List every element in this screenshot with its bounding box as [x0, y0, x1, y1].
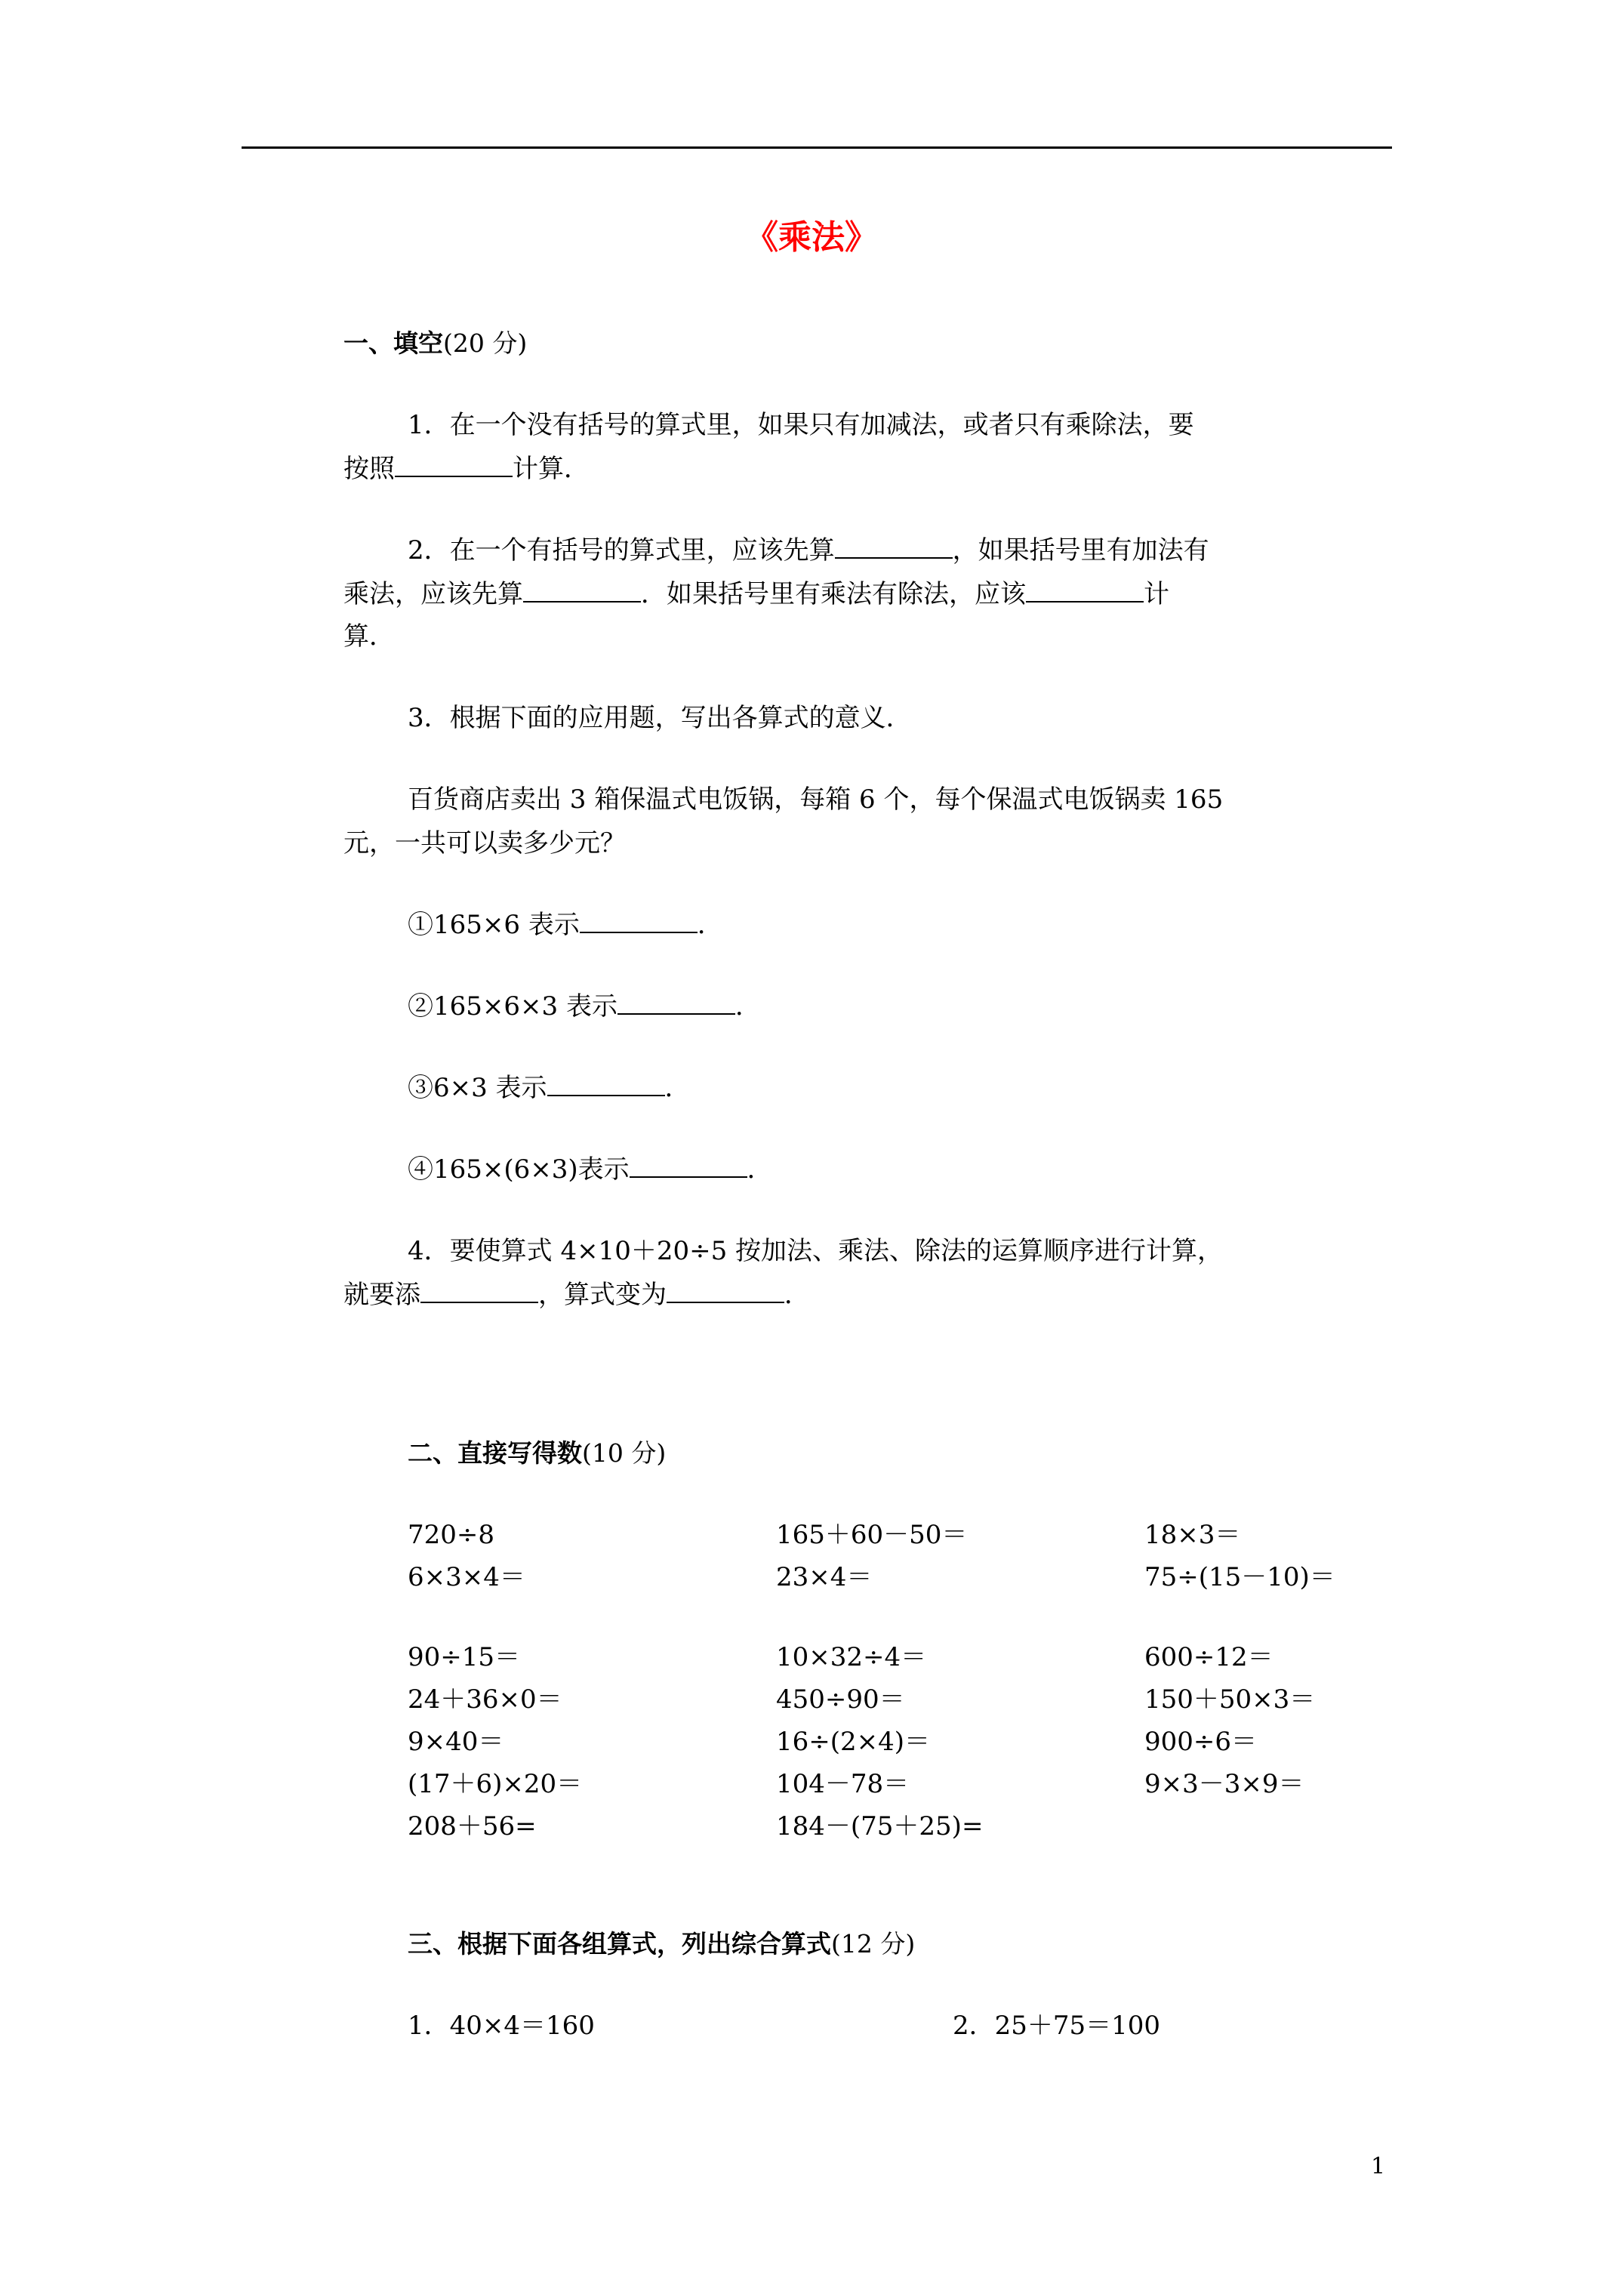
section1-heading — [343, 325, 527, 362]
q3-sub1 — [408, 906, 723, 944]
answer-blank[interactable] — [547, 1072, 665, 1096]
calc-item: 720÷8 — [408, 1520, 495, 1550]
q2-line1-b: ，如果括号里有加法有 — [952, 535, 1209, 566]
q3-sub3 — [408, 1069, 691, 1107]
q3-sub4 — [408, 1151, 773, 1188]
q3-sub3-end: ． — [664, 1073, 691, 1103]
q2-line3: 算． — [343, 621, 395, 652]
q1-line2-a: 按照 — [343, 454, 395, 484]
calc-item: 208＋56= — [408, 1811, 537, 1841]
calc-item: 23×4＝ — [776, 1562, 873, 1592]
calc-item: 104－78＝ — [776, 1769, 910, 1799]
calc-item: 9×3－3×9＝ — [1144, 1769, 1304, 1799]
q3-stem: 3．根据下面的应用题，写出各算式的意义． — [408, 703, 912, 733]
section3-item1: 1．40×4＝160 — [408, 2011, 595, 2041]
section1-heading-text: 一、填空 — [343, 328, 443, 358]
calc-item: 75÷(15－10)＝ — [1144, 1562, 1335, 1592]
answer-blank[interactable] — [420, 1279, 538, 1303]
q2-line2-b: ．如果括号里有乘法有除法，应该 — [641, 579, 1026, 609]
answer-blank[interactable] — [667, 1279, 784, 1303]
q4-line2-b: ，算式变为 — [538, 1280, 667, 1310]
calc-item: 90÷15＝ — [408, 1642, 521, 1672]
q3-sub4-end: ． — [747, 1154, 773, 1185]
answer-blank[interactable] — [523, 578, 641, 603]
q2-line1-a: 2．在一个有括号的算式里，应该先算 — [408, 535, 835, 566]
calc-item: 16÷(2×4)＝ — [776, 1727, 931, 1757]
header-rule — [242, 146, 1392, 149]
q3-sub2 — [408, 988, 761, 1025]
q2-line2-a: 乘法，应该先算 — [343, 579, 523, 609]
answer-blank[interactable] — [617, 991, 735, 1015]
calc-item: 184－(75＋25)= — [776, 1811, 984, 1841]
calc-item: 18×3＝ — [1144, 1520, 1241, 1550]
calc-item: 24＋36×0＝ — [408, 1684, 562, 1715]
section2-points: (10 分) — [582, 1438, 667, 1468]
q3-sub4-text: ④165×(6×3)表示 — [408, 1154, 630, 1185]
section3-heading — [408, 1925, 915, 1963]
page-title: 《乘法》 — [745, 218, 878, 257]
answer-blank[interactable] — [835, 535, 953, 559]
q1-line1: 1．在一个没有括号的算式里，如果只有加减法，或者只有乘除法，要 — [408, 410, 1194, 440]
q2-line2-c: 计 — [1144, 579, 1169, 609]
section3-points: (12 分) — [831, 1929, 916, 1959]
section3-item2: 2．25＋75＝100 — [953, 2011, 1161, 2041]
q1-line2-b: 计算． — [513, 454, 590, 484]
q4-line2-c: ． — [784, 1280, 810, 1310]
calc-item: 150＋50×3＝ — [1144, 1684, 1316, 1715]
calc-item: 6×3×4＝ — [408, 1562, 525, 1592]
q2-line2 — [343, 575, 1169, 613]
q3-sub3-text: ③6×3 表示 — [408, 1073, 547, 1103]
section3-heading-text: 三、根据下面各组算式，列出综合算式 — [408, 1929, 831, 1959]
calc-item: 600÷12＝ — [1144, 1642, 1273, 1672]
section2-heading — [408, 1435, 666, 1472]
page-number: 1 — [1371, 2153, 1386, 2180]
q3-sub1-end: ． — [697, 910, 723, 940]
q3-problem-line2: 元，一共可以卖多少元？ — [343, 828, 626, 858]
calc-item: 450÷90＝ — [776, 1684, 905, 1715]
calc-item: 9×40＝ — [408, 1727, 504, 1757]
q4-line2-a: 就要添 — [343, 1280, 420, 1310]
q3-sub2-text: ②165×6×3 表示 — [408, 991, 617, 1022]
answer-blank[interactable] — [395, 453, 513, 477]
calc-item: 900÷6＝ — [1144, 1727, 1258, 1757]
answer-blank[interactable] — [1026, 578, 1144, 603]
section2-heading-text: 二、直接写得数 — [408, 1438, 582, 1468]
section1-points: (20 分) — [443, 328, 528, 358]
calc-item: 165＋60－50＝ — [776, 1520, 968, 1550]
q3-problem-line1: 百货商店卖出 3 箱保温式电饭锅，每箱 6 个，每个保温式电饭锅卖 165 — [408, 784, 1224, 815]
calc-item: (17＋6)×20＝ — [408, 1769, 583, 1799]
q1-line2 — [343, 450, 590, 488]
answer-blank[interactable] — [630, 1154, 747, 1178]
q3-sub1-text: ①165×6 表示 — [408, 910, 580, 940]
answer-blank[interactable] — [580, 909, 698, 933]
q4-line2 — [343, 1276, 810, 1314]
q3-sub2-end: ． — [735, 991, 761, 1022]
q2-line1 — [408, 532, 1209, 569]
calc-item: 10×32÷4＝ — [776, 1642, 927, 1672]
q4-line1: 4．要使算式 4×10＋20÷5 按加法、乘法、除法的运算顺序进行计算， — [408, 1236, 1224, 1266]
